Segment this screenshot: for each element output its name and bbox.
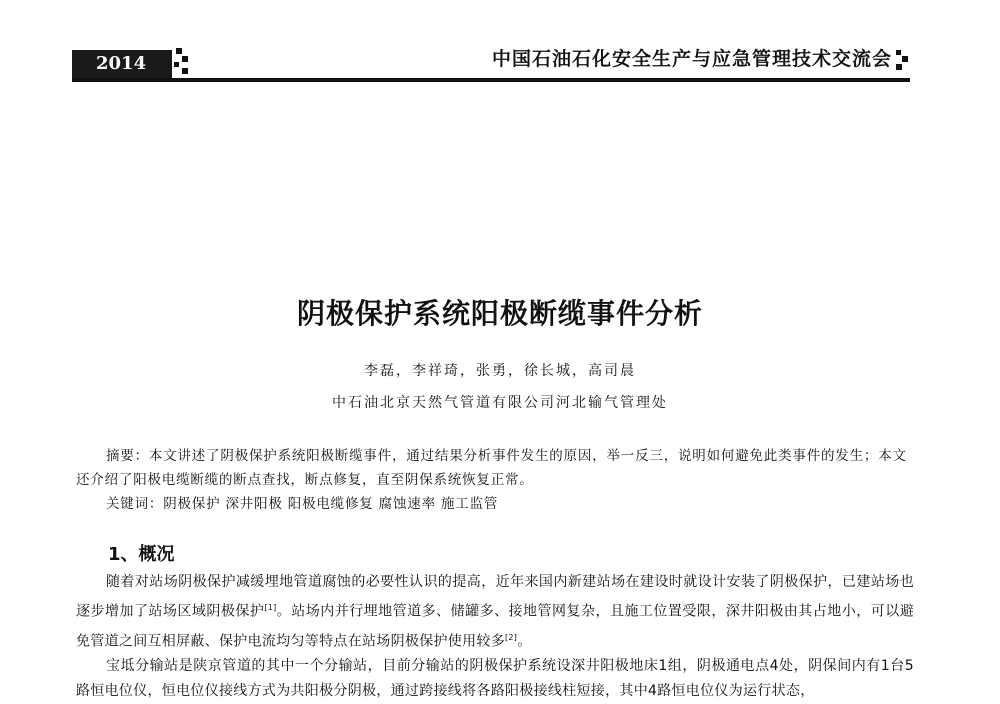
- body-paragraph: [76, 570, 914, 654]
- conference-title: 中国石油石化安全生产与应急管理技术交流会: [491, 48, 892, 70]
- abstract-label: 摘要：: [106, 448, 149, 464]
- abstract-paragraph: [76, 444, 914, 492]
- abstract-block: [76, 444, 914, 516]
- citation-ref: [2]: [505, 632, 518, 642]
- citation-ref: [1]: [264, 603, 277, 612]
- paper-title: 阴极保护系统阳极断缆事件分析: [296, 297, 703, 330]
- decorative-squares-right: [894, 48, 910, 74]
- running-header: [72, 44, 910, 82]
- header-year: 2014: [72, 50, 172, 78]
- body-text-run: 随着对站场阴极保护减缓埋地管道腐蚀的必要性认识的提高，近年来国内新建站场在建设时就设计安装了阴极保护，已建站场也逐步增加了站场区域阴极保护: [76, 574, 914, 620]
- body-text-run: 。: [517, 633, 532, 650]
- body-text-run: 。站场内并行埋地管道多、储罐多、接地管网复杂，且施工位置受限，深井阳极由其占地小，可以避免管道之间互相屏蔽、保护电流均匀等特点在站场阴极保护使用较多: [76, 603, 915, 650]
- author-list: 李磊，李祥琦，张勇，徐长城，高司晨: [364, 363, 636, 379]
- keywords-label: 关键词：: [106, 496, 164, 512]
- keywords-text: 阴极保护 深井阳极 阳极电缆修复 腐蚀速率 施工监管: [163, 496, 499, 512]
- keywords-line: [76, 492, 914, 516]
- author-affiliation: 中石油北京天然气管道有限公司河北输气管理处: [332, 395, 668, 411]
- abstract-text: 本文讲述了阴极保护系统阳极断缆事件，通过结果分析事件发生的原因，举一反三，说明如何避免此类事件的发生；本文还介绍了阳极电缆断缆的断点查找，断点修复，直至阴保系统恢复正常。: [76, 448, 907, 488]
- body-paragraph: 宝坻分输站是陕京管道的其中一个分输站，目前分输站的阴极保护系统设深井阳极地床1组，阴极通电点4处，阴保间内有1台5路恒电位仪，恒电位仪接线方式为共阳极分阴极，通过跨接线将各路阳极接线柱短接，其中4路恒电位仪为运行状态，: [76, 658, 914, 700]
- decorative-squares-left: [172, 46, 192, 76]
- section-heading: 1、概况: [108, 544, 175, 565]
